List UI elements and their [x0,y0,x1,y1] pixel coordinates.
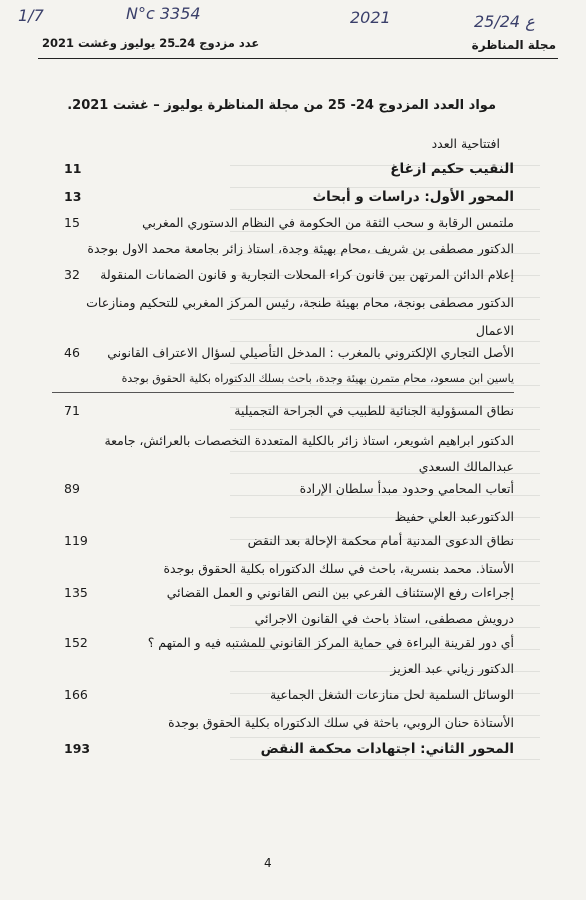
header-rule [38,58,558,59]
handwritten-id: N°c 3354 [126,4,201,23]
toc-title: مواد العدد المزدوج 24- 25 من مجلة المناظرة يوليوز – غشت 2021. [67,98,496,113]
handwritten-issue: 25/24 ع [474,12,535,31]
toc-entry: الدكتور مصطفى بونجة، محام بهيئة طنجة، رئيس المركز المغربي للتحكيم ومنازعات [86,295,514,310]
toc-entry: أي دور لقرينة البراءة في حماية المركز القانوني للمشتبه فيه و المتهم ؟ 152 [64,635,514,650]
toc-entry: أتعاب المحامي وحدود مبدأ سلطان الإرادة 89 [64,481,514,496]
toc-entry: إجراءات رفع الإستئناف الفرعي بين النص القانوني و العمل القضائي 135 [64,585,514,600]
toc-entry: الدكتور ابراهيم اشويعر، استاذ زائر بالكلية المتعددة التخصصات بالعرائش، جامعة [104,433,514,448]
handwritten-fraction: 1/7 [18,6,44,25]
toc-entry: الأستاذ. محمد بنسرية، باحث في سلك الدكتوراه بكلية الحقوق بوجدة [163,561,514,576]
toc-entry: الدكتور زياني عبد العزيز [390,661,514,676]
toc-entry: نطاق الدعوى المدنية أمام محكمة الإحالة بعد النقض 119 [64,533,514,548]
toc-entry: الاعمال [475,323,514,338]
toc-entry: درويش مصطفى، استاذ باحث في القانون الاجرائي [254,611,514,626]
toc-entry: الأصل التجاري الإلكتروني بالمغرب : المدخل التأصيلي لسؤال الاعتراف القانوني 46 [64,345,514,360]
toc-entry: ياسين ابن مسعود، محام متمرن بهيئة وجدة، باحث بسلك الدكتوراه بكلية الحقوق بوجدة [121,372,514,385]
toc-entry: الأستاذة حنان الروبي، باحثة في سلك الدكتوراه بكلية الحقوق بوجدة [168,715,514,730]
toc-entry: عبدالمالك السعدي [418,459,514,474]
toc-entry: الوسائل السلمية لحل منازعات الشغل الجماعية 166 [64,687,514,702]
header-issue: عدد مزدوج 24ـ25 يوليوز وغشت 2021 [42,36,260,50]
handwritten-year: 2021 [350,8,391,27]
toc-entry: المحور الأول: دراسات و أبحاث 13 [64,189,514,205]
toc-entry: النقيب حكيم ازغاغ 11 [64,161,514,177]
toc-entry: إعلام الدائن المرتهن بين قانون كراء المحلات التجارية و قانون الضمانات المنقولة 32 [64,267,514,282]
separator-line [52,392,514,393]
toc-entry: نطاق المسؤولية الجنائية للطبيب في الجراحة التجميلية 71 [64,403,514,418]
toc-opening: افتتاحية العدد [431,136,500,151]
page-number: 4 [264,856,272,870]
toc-entry: الدكتور مصطفى بن شريف ،محام بهيئة وجدة، استاذ زائر بجامعة محمد الاول بوجدة [87,241,514,256]
toc-entry: الدكتورعبد العلي حفيظ [394,509,514,524]
toc-entry: ملتمس الرقابة و سحب الثقة من الحكومة في النظام الدستوري المغربي 15 [64,215,514,230]
header-journal: مجلة المناظرة [471,38,556,52]
toc-entry: المحور الثاني: اجتهادات محكمة النقض 193 [64,741,514,757]
